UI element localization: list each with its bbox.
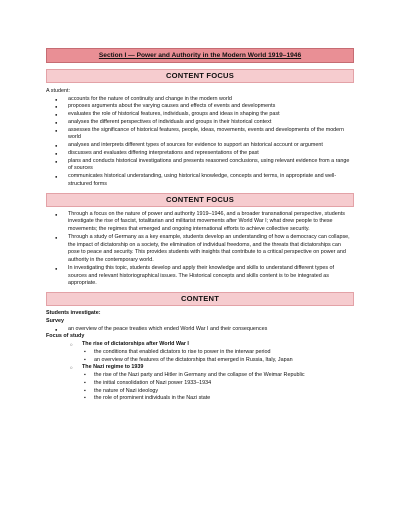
content-heading: CONTENT [46,292,354,306]
list-item: ▪ the role of prominent individuals in the Nazi state [46,395,354,403]
topic-items [46,372,354,403]
list-item: ● an overview of the peace treaties which ended World War I and their consequences [46,326,354,334]
topic-group [46,364,354,372]
list-item: ▪ the rise of the Nazi party and Hitler in Germany and the collapse of the Weimar Republic [46,372,354,380]
list-item: ▪ an overview of the features of the dictatorships that emerged in Russia, Italy, Japan [46,357,354,365]
list-item: ● analyses the different perspectives of individuals and groups in their historical context [46,119,354,127]
list-item: ● Through a focus on the nature of power and authority 1919–1946, and a broader transnational perspective, students investigate the rise of fascist, totalitarian and militarist movements after World War I; what drew people to these movements; the regimes that emerged and ongoing international efforts to achieve collective security. [46,211,354,234]
outcomes-list [46,96,354,189]
survey-label: Survey [46,317,64,324]
list-item: ● Through a study of Germany as a key example, students develop an understanding of how a democracy can collapse, the impact of dictatorship on a society, the elimination of individual freedoms, and the threats that dictatorships can pose to peace and security. This provides students with insights that contribute to a critical perspective on power and authority in the contemporary world. [46,234,354,265]
content-focus-heading-1: CONTENT FOCUS [46,69,354,83]
list-item: ● assesses the significance of historical features, people, ideas, movements, events and developments of the modern world [46,127,354,143]
topic-heading: ○ The rise of dictatorships after World War I [46,341,354,349]
list-item: ● communicates historical understanding, using historical knowledge, concepts and terms, in appropriate and well-structured forms [46,173,354,189]
list-item: ● In investigating this topic, students develop and apply their knowledge and skills to understand different types of sources and relevant historiographical issues. The Historical concepts and skills content is to be integrated as appropriate. [46,265,354,288]
list-item: ▪ the initial consolidation of Nazi power 1933–1934 [46,380,354,388]
section-title: Section I — Power and Authority in the Modern World 1919–1946 [46,48,354,63]
document-page [46,48,354,403]
content-focus-heading-2: CONTENT FOCUS [46,193,354,207]
list-item: ● evaluates the role of historical features, individuals, groups and ideas in shaping the past [46,111,354,119]
topic-items [46,349,354,365]
list-item: ▪ the conditions that enabled dictators to rise to power in the interwar period [46,349,354,357]
list-item: ● plans and conducts historical investigations and presents reasoned conclusions, using relevant evidence from a range of sources [46,158,354,174]
list-item: ▪ the nature of Nazi ideology [46,388,354,396]
topic-group [46,341,354,349]
survey-list [46,326,354,334]
list-item: ● accounts for the nature of continuity and change in the modern world [46,96,354,104]
focus-of-study-label: Focus of study [46,333,85,340]
list-item: ● proposes arguments about the varying causes and effects of events and developments [46,103,354,111]
topic-heading: ○ The Nazi regime to 1939 [46,364,354,372]
list-item: ● analyses and interprets different types of sources for evidence to support an historical account or argument [46,142,354,150]
students-investigate-label: Students investigate: [46,310,101,317]
focus-description-list [46,211,354,289]
focus1-intro: A student: [46,88,70,94]
list-item: ● discusses and evaluates differing interpretations and representations of the past [46,150,354,158]
